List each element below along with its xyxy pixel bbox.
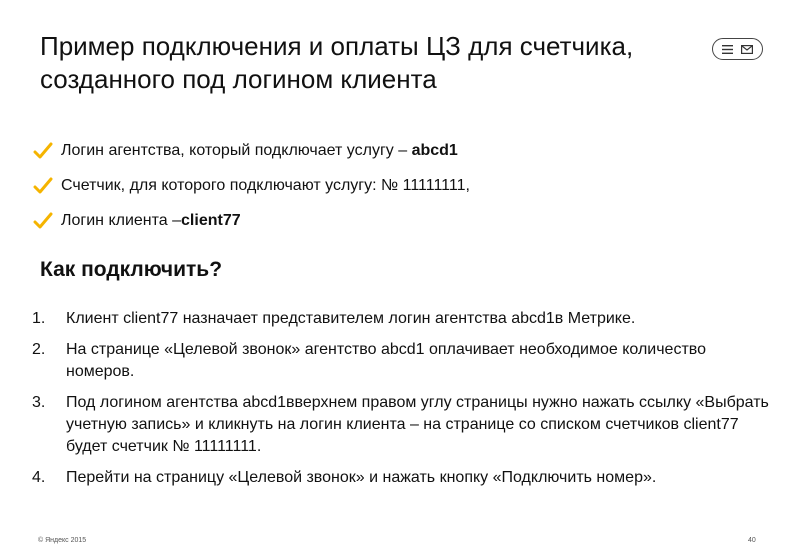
step-text: На странице «Целевой звонок» агентство abcd1 оплачивает необходимое количество номеров. — [66, 341, 706, 380]
check-item — [33, 140, 470, 162]
subheading: Как подключить? — [40, 258, 223, 281]
step-number: 3. — [32, 394, 46, 411]
step-text: Под логином агентства abcd1вверхнем правом углу страницы нужно нажать ссылку «Выбрать учетную запись» и кликнуть на логин клиента – на странице со списком счетчиков client77 будет счетчик № 11111111. — [66, 394, 769, 455]
checkmark-icon — [33, 212, 61, 230]
step-text: Перейти на страницу «Целевой звонок» и нажать кнопку «Подключить номер». — [66, 469, 657, 486]
slide-title — [40, 30, 680, 96]
step-number: 2. — [32, 341, 46, 358]
title-line-2: созданного под логином клиента — [40, 64, 437, 94]
check-item-text: Счетчик, для которого подключают услугу: № 11111111, — [61, 177, 470, 194]
check-item-text: Логин агентства, который подключает услугу – abcd1 — [61, 142, 458, 159]
mail-icon — [741, 45, 753, 54]
check-item — [33, 210, 470, 232]
menu-mail-button[interactable] — [712, 38, 763, 60]
requirements-list — [33, 140, 470, 245]
check-item — [33, 175, 470, 197]
step-item — [32, 467, 772, 489]
step-number: 1. — [32, 310, 46, 327]
step-item — [32, 308, 772, 330]
step-item — [32, 392, 772, 458]
step-item — [32, 339, 772, 383]
step-number: 4. — [32, 469, 46, 486]
check-item-text: Логин клиента –client77 — [61, 212, 241, 229]
title-line-1: Пример подключения и оплаты ЦЗ для счетчика, — [40, 31, 634, 61]
checkmark-icon — [33, 177, 61, 195]
steps-list — [32, 308, 772, 498]
hamburger-icon — [722, 45, 733, 54]
checkmark-icon — [33, 142, 61, 160]
step-text: Клиент client77 назначает представителем логин агентства abcd1в Метрике. — [66, 310, 636, 327]
copyright-footer: © Яндекс 2015 — [38, 537, 87, 544]
page-number: 40 — [748, 537, 756, 544]
